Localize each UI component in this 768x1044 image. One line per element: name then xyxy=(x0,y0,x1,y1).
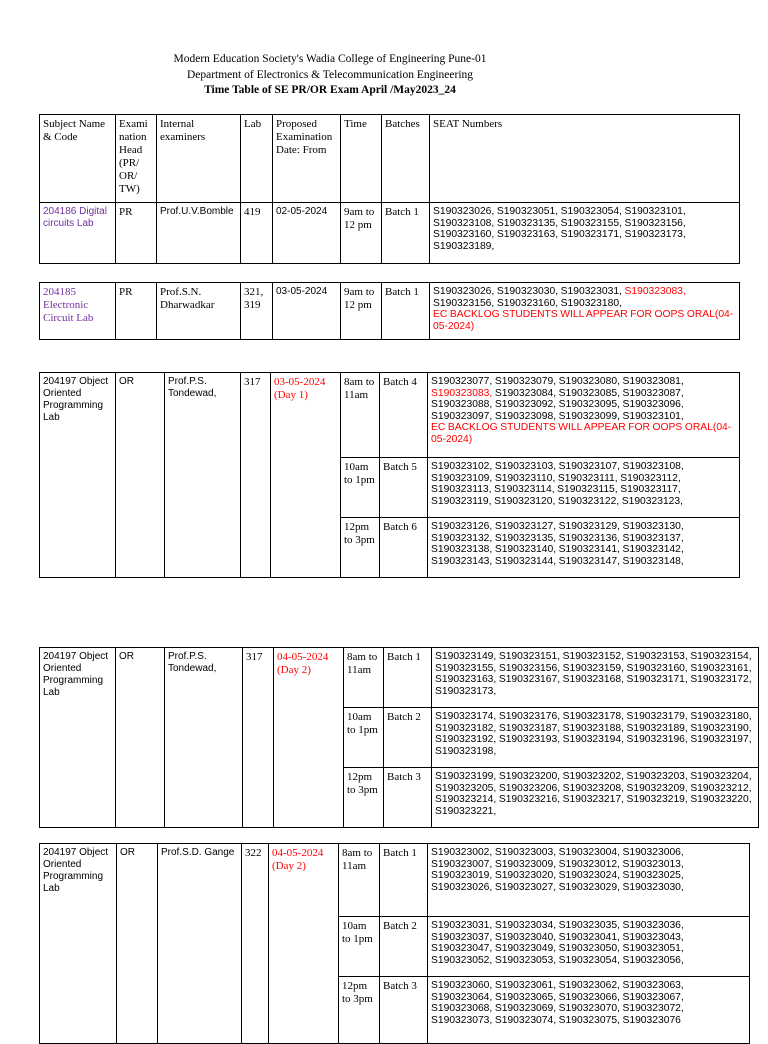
col-date: Proposed Examination Date: From xyxy=(273,115,341,203)
document-title: Time Table of SE PR/OR Exam April /May2023_24 xyxy=(204,84,456,96)
time-cell: 9am to 12 pm xyxy=(341,203,382,264)
seat-highlight: S190323083, xyxy=(624,286,686,297)
time-cell: 9am to 12 pm xyxy=(341,283,382,340)
date-cell xyxy=(274,648,344,828)
seat-numbers-cell: S190323026, S190323051, S190323054, S190323101, S190323108, S190323135, S190323155, S190323156, S190323160, S190323163, S190323171, S190323173, S190323189, xyxy=(430,203,740,264)
examiner-cell: Prof.P.S. Tondewad, xyxy=(165,373,241,578)
table-row xyxy=(40,283,740,340)
date-cell: 03-05-2024 xyxy=(273,283,341,340)
lab-cell: 317 xyxy=(243,648,274,828)
seat-highlight: S190323083, xyxy=(431,387,493,399)
batch-cell: Batch 1 xyxy=(382,203,430,264)
seat-numbers-cell: S190323002, S190323003, S190323004, S190323006, S190323007, S190323009, S190323012, S190323013, S190323019, S190323020, S190323024, S190323025, S190323026, S190323027, S190323029, S190323030, xyxy=(428,844,750,917)
exam-table-oop-day2-gange xyxy=(39,843,750,1044)
seat-numbers-cell xyxy=(428,373,740,458)
col-lab: Lab xyxy=(241,115,273,203)
day-label: (Day 1) xyxy=(274,389,308,401)
time-cell: 8am to 11am xyxy=(344,648,384,708)
seat-numbers-cell: S190323060, S190323061, S190323062, S190323063, S190323064, S190323065, S190323066, S190323067, S190323068, S190323069, S190323070, S190323072, S190323073, S190323074, S190323075, S190323076 xyxy=(428,977,750,1044)
table-row xyxy=(40,203,740,264)
batch-cell: Batch 3 xyxy=(380,977,428,1044)
examiner-cell: Prof.S.N. Dharwadkar xyxy=(157,283,241,340)
col-exam-head: Exami nation Head (PR/ OR/ TW) xyxy=(116,115,157,203)
subject-cell: 204197 Object Oriented Programming Lab xyxy=(40,844,117,1044)
seat-list: S190323077, S190323079, S190323080, S190323081, xyxy=(431,376,684,387)
time-cell: 10am to 1pm xyxy=(344,708,384,768)
seat-list: S190323156, S190323160, S190323180, xyxy=(433,297,622,309)
seat-numbers-cell: S190323149, S190323151, S190323152, S190323153, S190323154, S190323155, S190323156, S190323159, S190323160, S190323161, S190323163, S190323167, S190323168, S190323171, S190323172, S190323173, xyxy=(432,648,759,708)
backlog-note: EC BACKLOG STUDENTS WILL APPEAR FOR OOPS ORAL(04-05-2024) xyxy=(433,309,734,332)
time-cell: 10am to 1pm xyxy=(339,917,380,977)
lab-cell: 419 xyxy=(241,203,273,264)
examiner-cell: Prof.U.V.Bomble xyxy=(157,203,241,264)
batch-cell: Batch 1 xyxy=(382,283,430,340)
college-name: Modern Education Society's Wadia College of Engineering Pune-01 xyxy=(173,53,487,65)
exam-head-cell: OR xyxy=(117,844,158,1044)
time-cell: 12pm to 3pm xyxy=(339,977,380,1044)
exam-table-oop-day1 xyxy=(39,372,740,578)
exam-head-cell: PR xyxy=(116,283,157,340)
batch-cell: Batch 4 xyxy=(380,373,428,458)
col-seats: SEAT Numbers xyxy=(430,115,740,203)
column-header-row xyxy=(40,115,740,203)
time-cell: 10am to 1pm xyxy=(341,458,380,518)
date-value: 04-05-2024 xyxy=(272,847,324,859)
seat-numbers-cell: S190323199, S190323200, S190323202, S190323203, S190323204, S190323205, S190323206, S190323208, S190323209, S190323212, S190323214, S190323216, S190323217, S190323219, S190323220, S190323221, xyxy=(432,768,759,828)
batch-cell: Batch 1 xyxy=(380,844,428,917)
examiner-cell: Prof.P.S. Tondewad, xyxy=(165,648,243,828)
time-cell: 12pm to 3pm xyxy=(344,768,384,828)
time-cell: 8am to 11am xyxy=(339,844,380,917)
day-label: (Day 2) xyxy=(277,664,311,676)
seat-numbers-cell: S190323031, S190323034, S190323035, S190323036, S190323037, S190323040, S190323041, S190323043, S190323047, S190323049, S190323050, S190323051, S190323052, S190323053, S190323054, S190323056, xyxy=(428,917,750,977)
subject-cell: 204197 Object Oriented Programming Lab xyxy=(40,373,116,578)
date-cell: 02-05-2024 xyxy=(273,203,341,264)
batch-cell: Batch 5 xyxy=(380,458,428,518)
subject-cell: 204185 Electronic Circuit Lab xyxy=(40,283,116,340)
exam-head-cell: OR xyxy=(116,373,165,578)
table-row xyxy=(40,373,740,458)
lab-cell: 317 xyxy=(241,373,271,578)
batch-cell: Batch 2 xyxy=(384,708,432,768)
col-time: Time xyxy=(341,115,382,203)
batch-cell: Batch 1 xyxy=(384,648,432,708)
seat-numbers-cell xyxy=(430,283,740,340)
date-value: 03-05-2024 xyxy=(274,376,326,388)
seat-numbers-cell: S190323126, S190323127, S190323129, S190323130, S190323132, S190323135, S190323136, S190323137, S190323138, S190323140, S190323141, S190323142, S190323143, S190323144, S190323147, S190323148, xyxy=(428,518,740,578)
day-label: (Day 2) xyxy=(272,860,306,872)
exam-head-cell: OR xyxy=(116,648,165,828)
date-cell xyxy=(269,844,339,1044)
table-row xyxy=(40,844,750,917)
col-examiners: Internal examiners xyxy=(157,115,241,203)
lab-cell: 321, 319 xyxy=(241,283,273,340)
seat-list: S190323026, S190323030, S190323031, xyxy=(433,286,622,297)
batch-cell: Batch 3 xyxy=(384,768,432,828)
table-row xyxy=(40,648,759,708)
seat-list: S190323084, S190323085, S190323087, S190323088, S190323092, S190323095, S190323096, S190323097, S190323098, S190323099, S190323101, xyxy=(431,387,684,422)
batch-cell: Batch 2 xyxy=(380,917,428,977)
time-cell: 8am to 11am xyxy=(341,373,380,458)
lab-cell: 322 xyxy=(242,844,269,1044)
backlog-note: EC BACKLOG STUDENTS WILL APPEAR FOR OOPS ORAL(04-05-2024) xyxy=(431,422,732,445)
col-batches: Batches xyxy=(382,115,430,203)
seat-numbers-cell: S190323102, S190323103, S190323107, S190323108, S190323109, S190323110, S190323111, S190323112, S190323113, S190323114, S190323115, S190323117, S190323119, S190323120, S190323122, S190323123, xyxy=(428,458,740,518)
timetable-header-table xyxy=(39,114,740,264)
seat-numbers-cell: S190323174, S190323176, S190323178, S190323179, S190323180, S190323182, S190323187, S190323188, S190323189, S190323190, S190323192, S190323193, S190323194, S190323196, S190323197, S190323198, xyxy=(432,708,759,768)
exam-head-cell: PR xyxy=(116,203,157,264)
batch-cell: Batch 6 xyxy=(380,518,428,578)
exam-table-electronic-circuit xyxy=(39,282,740,340)
time-cell: 12pm to 3pm xyxy=(341,518,380,578)
date-value: 04-05-2024 xyxy=(277,651,329,663)
department-name: Department of Electronics & Telecommunication Engineering xyxy=(186,69,474,81)
subject-cell: 204197 Object Oriented Programming Lab xyxy=(40,648,116,828)
col-subject: Subject Name & Code xyxy=(40,115,116,203)
exam-table-oop-day2-tondewad xyxy=(39,647,759,828)
subject-cell: 204186 Digital circuits Lab xyxy=(40,203,116,264)
examiner-cell: Prof.S.D. Gange xyxy=(158,844,242,1044)
date-cell xyxy=(271,373,341,578)
